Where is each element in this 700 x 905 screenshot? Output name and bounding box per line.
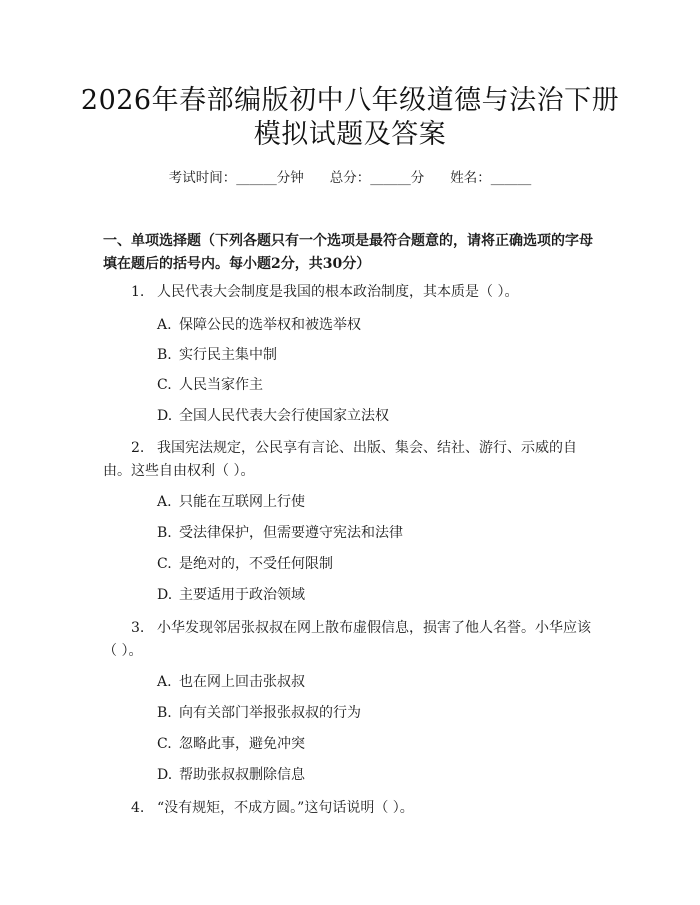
q3-option-b bbox=[157, 703, 597, 723]
option-letter: C. bbox=[157, 377, 172, 393]
option-text: 保障公民的选举权和被选举权 bbox=[179, 317, 361, 333]
question-number: 1. bbox=[131, 284, 145, 300]
option-letter: D. bbox=[157, 587, 173, 603]
q3-option-d bbox=[157, 765, 597, 785]
option-text: 受法律保护，但需要遵守宪法和法律 bbox=[179, 525, 403, 541]
exam-title-line-2: 模拟试题及答案 bbox=[253, 119, 447, 150]
option-text: 是绝对的，不受任何限制 bbox=[179, 556, 333, 572]
option-letter: B. bbox=[157, 705, 172, 721]
option-letter: B. bbox=[157, 525, 172, 541]
q1-option-d bbox=[157, 406, 597, 426]
option-letter: B. bbox=[157, 347, 172, 363]
option-letter: C. bbox=[157, 736, 172, 752]
question-3 bbox=[103, 617, 603, 663]
option-text: 帮助张叔叔删除信息 bbox=[179, 767, 305, 783]
question-1 bbox=[103, 281, 603, 304]
option-text: 实行民主集中制 bbox=[179, 347, 277, 363]
question-text: 人民代表大会制度是我国的根本政治制度，其本质是（ ）。 bbox=[157, 284, 519, 300]
exam-title-line-1: 2026年春部编版初中八年级道德与法治下册 bbox=[80, 85, 620, 116]
option-letter: A. bbox=[157, 317, 172, 333]
option-letter: C. bbox=[157, 556, 172, 572]
option-letter: D. bbox=[157, 408, 173, 424]
q2-option-c bbox=[157, 554, 597, 574]
question-text: “没有规矩，不成方圆。”这句话说明（ ）。 bbox=[157, 800, 414, 816]
q3-option-a bbox=[157, 672, 597, 692]
q3-option-c bbox=[157, 734, 597, 754]
option-letter: A. bbox=[157, 674, 172, 690]
q1-option-a bbox=[157, 315, 597, 335]
question-number: 2. bbox=[131, 440, 145, 456]
option-text: 主要适用于政治领域 bbox=[179, 587, 305, 603]
question-number: 4. bbox=[131, 800, 145, 816]
q2-option-a bbox=[157, 492, 597, 512]
option-text: 只能在互联网上行使 bbox=[179, 494, 305, 510]
option-text: 忽略此事，避免冲突 bbox=[179, 736, 305, 752]
q2-option-b bbox=[157, 523, 597, 543]
section-heading: 一、单项选择题（下列各题只有一个选项是最符合题意的，请将正确选项的字母填在题后的括号内。每小题2分，共30分） bbox=[103, 233, 593, 272]
exam-name-field: 姓名：______ bbox=[450, 170, 532, 186]
q1-option-c bbox=[157, 375, 597, 395]
option-letter: D. bbox=[157, 767, 173, 783]
exam-time-field: 考试时间：______分钟 bbox=[168, 170, 304, 186]
question-number: 3. bbox=[131, 620, 145, 636]
option-text: 向有关部门举报张叔叔的行为 bbox=[179, 705, 361, 721]
question-4 bbox=[103, 797, 603, 820]
q1-option-b bbox=[157, 345, 597, 365]
q2-option-d bbox=[157, 585, 597, 605]
exam-meta bbox=[0, 168, 700, 188]
option-text: 也在网上回击张叔叔 bbox=[179, 674, 305, 690]
option-letter: A. bbox=[157, 494, 172, 510]
question-text: 我国宪法规定，公民享有言论、出版、集会、结社、游行、示威的自由。这些自由权利（ ）。 bbox=[103, 440, 577, 479]
question-text: 小华发现邻居张叔叔在网上散布虚假信息，损害了他人名誉。小华应该（ ）。 bbox=[103, 620, 591, 659]
exam-score-field: 总分：______分 bbox=[329, 170, 425, 186]
option-text: 全国人民代表大会行使国家立法权 bbox=[179, 408, 389, 424]
option-text: 人民当家作主 bbox=[179, 377, 263, 393]
question-2 bbox=[103, 437, 603, 483]
